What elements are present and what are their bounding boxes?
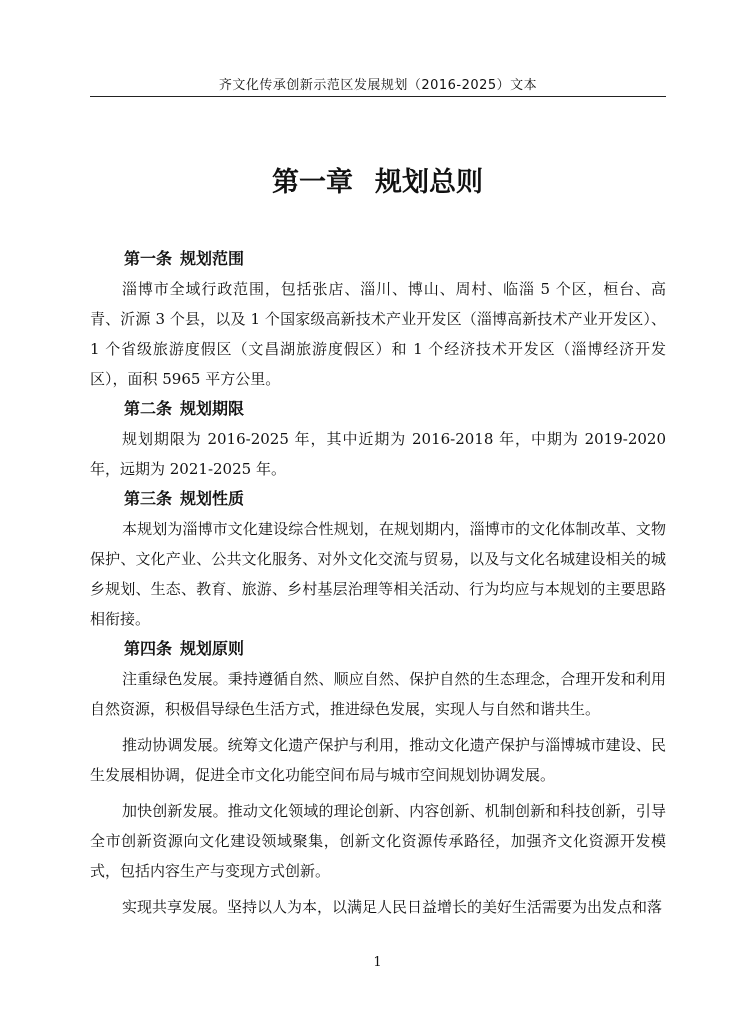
header-divider	[90, 96, 666, 97]
article-title: 规划期限	[180, 399, 245, 418]
article-title: 规划性质	[180, 489, 245, 508]
running-header: 齐文化传承创新示范区发展规划（2016-2025）文本	[218, 78, 538, 93]
paragraph: 实现共享发展。坚持以人为本，以满足人民日益增长的美好生活需要为出发点和落	[122, 898, 663, 916]
paragraph: 规划期限为 2016-2025 年，其中近期为 2016-2018 年，中期为 2019-2020 年，远期为 2021-2025 年。	[90, 430, 666, 478]
article-title: 规划范围	[180, 249, 245, 268]
article-heading	[90, 484, 666, 514]
article-number: 第一条	[124, 249, 173, 268]
article-heading	[90, 634, 666, 664]
paragraph: 注重绿色发展。秉持遵循自然、顺应自然、保护自然的生态理念，合理开发和利用自然资源，积极倡导绿色生活方式，推进绿色发展，实现人与自然和谐共生。	[90, 670, 666, 718]
chapter-title: 规划总则	[375, 167, 483, 198]
paragraph: 加快创新发展。推动文化领域的理论创新、内容创新、机制创新和科技创新，引导全市创新资源向文化建设领域聚集，创新文化资源传承路径，加强齐文化资源开发模式，包括内容生产与变现方式创新。	[90, 802, 666, 880]
page-number: 1	[373, 955, 382, 970]
article-heading	[90, 394, 666, 424]
paragraph: 本规划为淄博市文化建设综合性规划，在规划期内，淄博市的文化体制改革、文物保护、文化产业、公共文化服务、对外文化交流与贸易，以及与文化名城建设相关的城乡规划、生态、教育、旅游、乡村基层治理等相关活动、行为均应与本规划的主要思路相衔接。	[90, 520, 666, 628]
article-number: 第二条	[124, 399, 173, 418]
chapter-number: 第一章	[272, 167, 353, 198]
paragraph: 推动协调发展。统筹文化遗产保护与利用，推动文化遗产保护与淄博城市建设、民生发展相协调，促进全市文化功能空间布局与城市空间规划协调发展。	[90, 736, 666, 784]
paragraph: 淄博市全域行政范围，包括张店、淄川、博山、周村、临淄 5 个区，桓台、高青、沂源 3 个县，以及 1 个国家级高新技术产业开发区（淄博高新技术产业开发区）、1 个省级旅游度假区（文昌湖旅游度假区）和 1 个经济技术开发区（淄博经济开发区），面积 5965 平方公里。	[90, 280, 666, 388]
article-number: 第四条	[124, 639, 173, 658]
document-body	[90, 244, 666, 922]
article-heading	[90, 244, 666, 274]
chapter-heading	[0, 160, 755, 199]
article-number: 第三条	[124, 489, 173, 508]
article-title: 规划原则	[180, 639, 245, 658]
